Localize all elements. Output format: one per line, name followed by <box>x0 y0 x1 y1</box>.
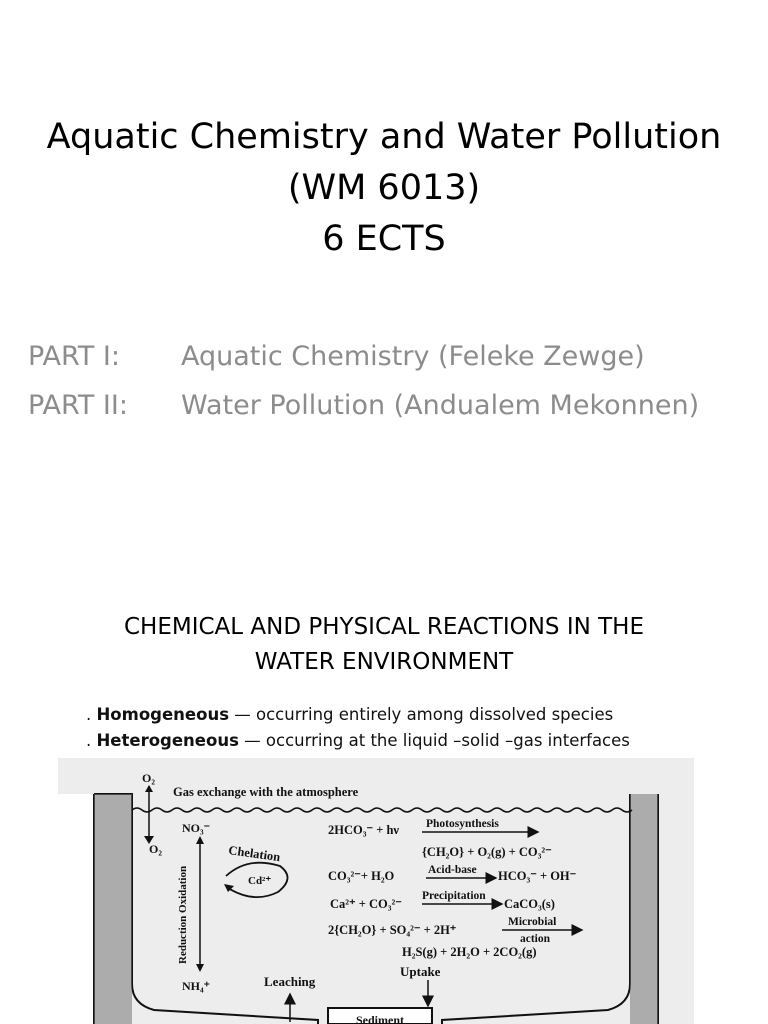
part-row <box>28 332 699 381</box>
reaction-microbial-right: H₂S(g) + 2H₂O + 2CO₂(g) <box>402 945 537 959</box>
reaction-acidbase-arrow: Acid-base <box>428 864 477 876</box>
slide-title-line: CHEMICAL AND PHYSICAL REACTIONS IN THE <box>123 614 645 640</box>
redox-axis-label: Reduction Oxidation <box>177 865 189 964</box>
diagram-svg <box>58 758 694 1024</box>
bullet-prefix: . <box>86 731 97 750</box>
slide-title-line: WATER ENVIRONMENT <box>254 649 514 675</box>
bullet-term: Homogeneous <box>96 705 230 724</box>
course-code-line: (WM 6013) <box>287 168 481 208</box>
slide-title <box>0 610 768 680</box>
uptake-label: Uptake <box>400 964 441 979</box>
bullet-item <box>86 702 630 728</box>
right-bank <box>630 794 658 1024</box>
bullet-list <box>86 702 630 754</box>
reaction-photosynthesis-arrow: Photosynthesis <box>426 818 499 830</box>
bullet-text: — occurring at the liquid –solid –gas interfaces <box>238 731 630 750</box>
part-label: PART II: <box>28 390 128 421</box>
basin-left-margin <box>58 794 94 1024</box>
reaction-photosynthesis-left: 2HCO₃⁻ + hν <box>328 823 399 837</box>
left-bank <box>94 794 132 1024</box>
reaction-microbial-left: 2{CH₂O} + SO₄²⁻ + 2H⁺ <box>328 923 457 937</box>
reactions-slide <box>0 560 768 1024</box>
sediment-label: Sediment <box>356 1013 404 1024</box>
reaction-photosynthesis-right: {CH₂O} + O₂(g) + CO₃²⁻ <box>422 845 552 859</box>
course-title-line: Aquatic Chemistry and Water Pollution <box>46 117 722 157</box>
part-text: Aquatic Chemistry (Feleke Zewge) <box>181 341 645 372</box>
part-text: Water Pollution (Andualem Mekonnen) <box>181 390 700 421</box>
chelation-label: Chelation <box>227 843 282 865</box>
bullet-prefix: . <box>86 705 97 724</box>
o2-top-label: O₂ <box>142 771 155 785</box>
reaction-precipitation-arrow: Precipitation <box>422 890 486 902</box>
reaction-acidbase-right: HCO₃⁻ + OH⁻ <box>498 869 577 883</box>
o2-up-arrowhead <box>145 785 153 792</box>
reaction-precipitation-right: CaCO₃(s) <box>504 897 555 911</box>
leaching-label: Leaching <box>264 974 316 989</box>
reaction-microbial-arrow-bottom: action <box>520 933 551 945</box>
cadmium-label: Cd²⁺ <box>248 875 272 887</box>
reaction-acidbase-left: CO₃²⁻+ H₂O <box>328 869 395 883</box>
ammonium-label: NH₄⁺ <box>182 979 210 993</box>
redox-up-arrowhead <box>196 836 204 844</box>
gas-exchange-label: Gas exchange with the atmosphere <box>173 785 359 799</box>
water-surface <box>132 808 632 812</box>
bullet-term: Heterogeneous <box>96 731 239 750</box>
course-credits-line: 6 ECTS <box>322 219 446 259</box>
reaction-precipitation-left: Ca²⁺ + CO₃²⁻ <box>330 897 402 911</box>
part-row <box>28 381 699 430</box>
water-reactions-diagram <box>58 758 694 1024</box>
nitrate-label: NO₃⁻ <box>182 821 210 835</box>
course-title <box>0 112 768 265</box>
part-label: PART I: <box>28 341 120 372</box>
redox-down-arrowhead <box>196 964 204 972</box>
course-parts <box>28 332 699 430</box>
bullet-item <box>86 728 630 754</box>
reaction-microbial-arrow-top: Microbial <box>508 916 557 928</box>
bullet-text: — occurring entirely among dissolved species <box>229 705 614 724</box>
o2-side-label: O₂ <box>149 842 162 856</box>
